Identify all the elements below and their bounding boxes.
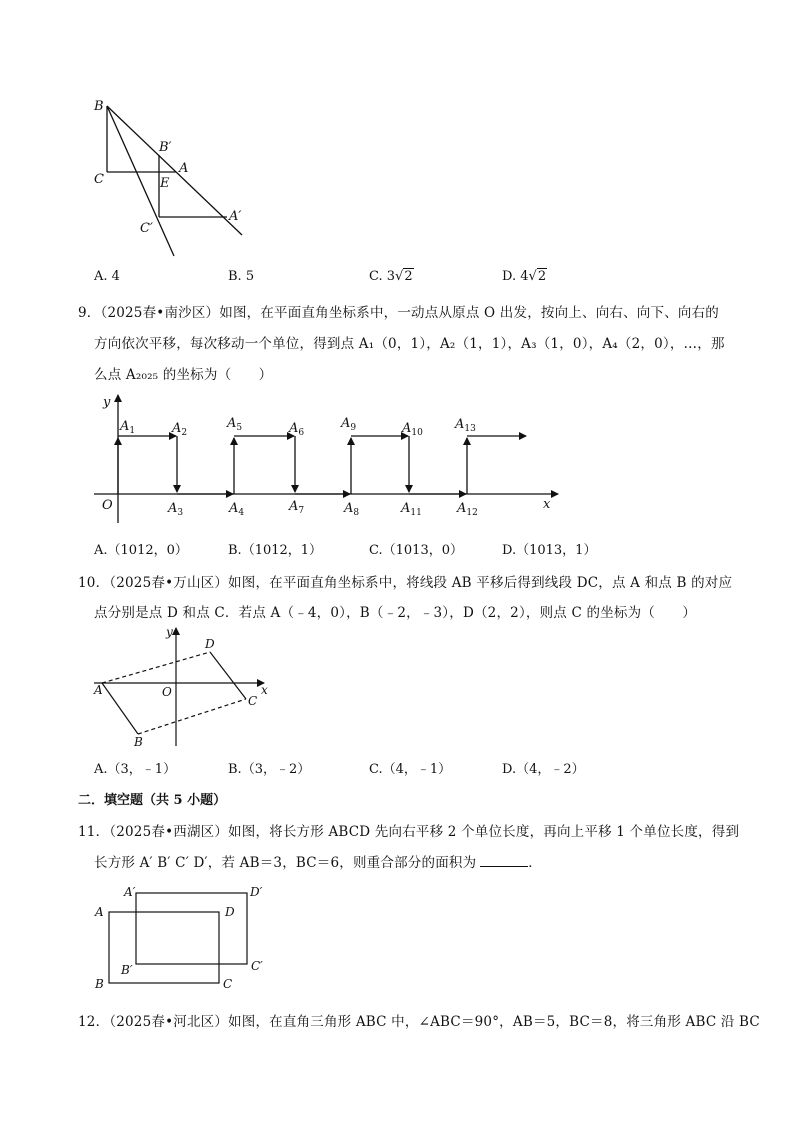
q10-label-B: B <box>134 735 143 749</box>
q11-label-C: C <box>223 977 233 991</box>
q11-figure <box>88 878 273 993</box>
q12-line-1: 12．（2025春•河北区）如图，在直角三角形 ABC 中，∠ABC＝90°，AB＝5，BC＝8，将三角形 ABC 沿 BC <box>78 1014 760 1030</box>
q8-choice-c[interactable]: C. 3√2 <box>369 269 413 284</box>
q9-choice-b[interactable]: B.（1012，1） <box>228 543 323 558</box>
q8-label-A-prime: A′ <box>229 209 242 224</box>
q10-choices <box>94 758 694 776</box>
q9-line-3: 么点 A₂₀₂₅ 的坐标为（ ） <box>94 367 273 383</box>
q11-label-A-prime: A′ <box>124 885 136 899</box>
q11-label-C-prime: C′ <box>251 959 263 973</box>
q11-line-2-end: ． <box>528 855 542 871</box>
q10-choice-d[interactable]: D.（4，﹣2） <box>502 762 585 777</box>
q9-label-A3: $A_3$ <box>168 501 184 518</box>
q11-line-2-text: 长方形 A′ B′ C′ D′，若 AB＝3，BC＝6，则重合部分的面积为 <box>94 855 477 871</box>
q9-line-1: 9．（2025春•南沙区）如图，在平面直角坐标系中，一动点从原点 O 出发，按向上、向右、向下、向右的 <box>78 305 720 321</box>
q10-choice-c[interactable]: C.（4，﹣1） <box>369 762 452 777</box>
q8-label-A: A <box>179 161 189 176</box>
q9-label-A4: $A_4$ <box>229 501 245 518</box>
q10-choice-a[interactable]: A.（3，﹣1） <box>94 762 177 777</box>
q9-label-A5: $A_5$ <box>227 416 243 433</box>
q11-line-2 <box>94 851 542 871</box>
q9-label-A12: $A_{12}$ <box>457 501 478 518</box>
q8-label-B-prime: B′ <box>159 140 172 155</box>
q8-choices <box>94 269 694 287</box>
q9-choice-d[interactable]: D.（1013，1） <box>502 543 597 558</box>
q10-line-2: 点分别是点 D 和点 C．若点 A（﹣4，0），B（﹣2，﹣3），D（2，2），则点 C 的坐标为（ ） <box>94 605 697 621</box>
q8-choice-b[interactable]: B. 5 <box>228 269 255 284</box>
q9-label-A7: $A_7$ <box>289 499 305 516</box>
q9-label-x: x <box>543 497 551 512</box>
q9-label-A10: $A_{10}$ <box>402 421 423 438</box>
q11-label-A: A <box>95 905 104 919</box>
q9-label-O: O <box>102 498 113 513</box>
q8-label-E: E <box>160 176 170 191</box>
q9-label-A11: $A_{11}$ <box>401 501 422 518</box>
q8-label-B: B <box>94 99 104 114</box>
q11-label-D-prime: D′ <box>250 885 263 899</box>
q9-label-A6: $A_6$ <box>289 421 305 438</box>
q11-label-D: D <box>225 905 235 919</box>
q9-label-A1: $A_1$ <box>120 419 136 436</box>
q10-label-D: D <box>205 637 215 651</box>
section-fill-in-title: 二．填空题（共 5 小题） <box>78 793 227 808</box>
q8-choice-a[interactable]: A. 4 <box>94 269 120 284</box>
q9-choice-c[interactable]: C.（1013，0） <box>369 543 463 558</box>
q8-choice-d[interactable]: D. 4√2 <box>502 269 547 284</box>
q10-label-y: y <box>166 625 173 639</box>
q9-label-A9: $A_9$ <box>341 416 357 433</box>
q11-label-B-prime: B′ <box>121 963 133 977</box>
q11-line-1: 11．（2025春•西湖区）如图，将长方形 ABCD 先向右平移 2 个单位长度，再向上平移 1 个单位长度，得到 <box>78 824 740 840</box>
q10-label-C: C <box>248 694 258 708</box>
q10-line-1: 10．（2025春•万山区）如图，在平面直角坐标系中，将线段 AB 平移后得到线段 DC，点 A 和点 B 的对应 <box>78 575 733 591</box>
q8-label-C: C <box>94 172 104 187</box>
q10-choice-b[interactable]: B.（3，﹣2） <box>228 762 311 777</box>
q9-line-2: 方向依次平移，每次移动一个单位，得到点 A₁（0，1），A₂（1，1），A₃（1，0），A₄（2，0），…，那 <box>94 336 725 352</box>
q8-label-C-prime: C′ <box>140 221 153 236</box>
q9-label-y: y <box>103 395 111 410</box>
q9-figure <box>88 390 568 525</box>
q10-label-O: O <box>162 685 172 699</box>
q9-choice-a[interactable]: A.（1012，0） <box>94 543 188 558</box>
q10-label-x: x <box>261 683 268 697</box>
q9-label-A8: $A_8$ <box>344 501 360 518</box>
q11-label-B: B <box>95 977 104 991</box>
q10-label-A: A <box>94 683 103 697</box>
q9-label-A13: $A_{13}$ <box>455 417 476 434</box>
q11-answer-blank[interactable] <box>480 854 528 867</box>
q10-figure <box>88 622 288 752</box>
q8-figure <box>88 96 258 261</box>
q9-label-A2: $A_2$ <box>172 421 188 438</box>
q9-choices <box>94 539 694 557</box>
